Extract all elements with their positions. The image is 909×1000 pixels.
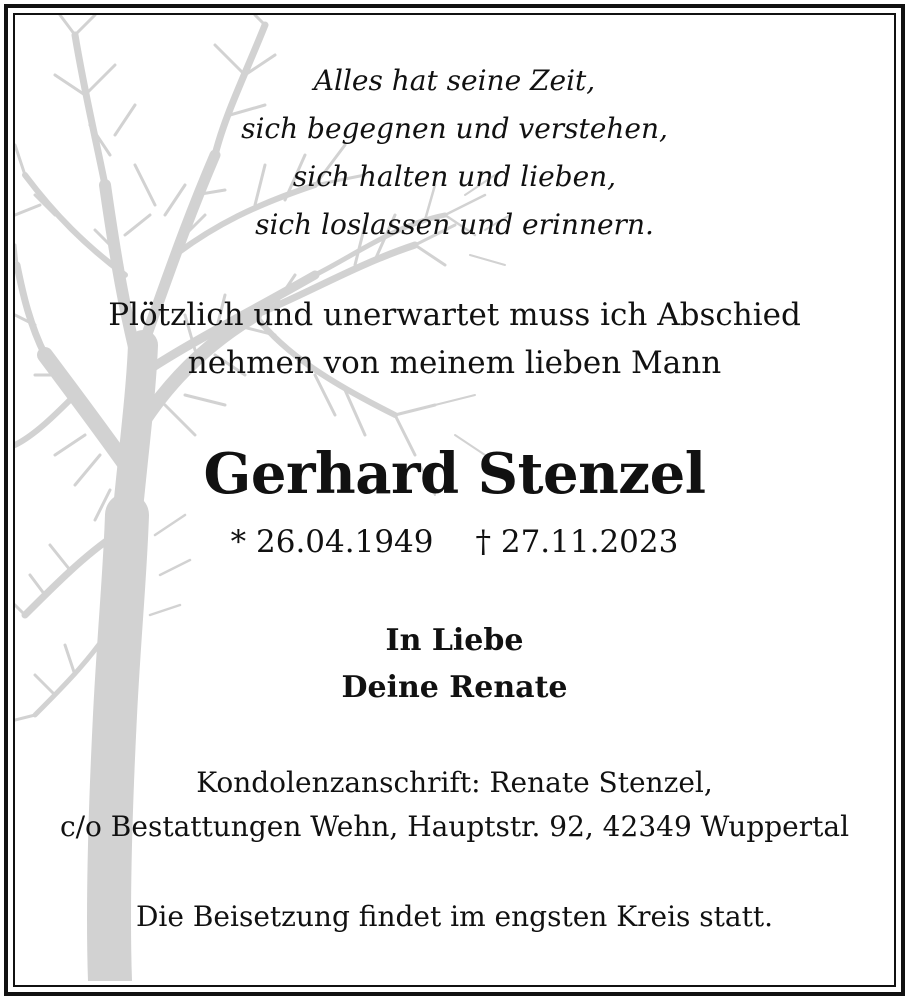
signature-line: Deine Renate bbox=[341, 670, 568, 705]
obituary-content bbox=[15, 15, 894, 981]
poem-line: sich begegnen und verstehen, bbox=[241, 112, 668, 145]
birth-date: * 26.04.1949 bbox=[230, 524, 434, 560]
poem-line: sich halten und lieben, bbox=[292, 160, 617, 193]
condolence-address-line: c/o Bestattungen Wehn, Hauptstr. 92, 42349 Wuppertal bbox=[59, 810, 850, 843]
life-dates bbox=[15, 520, 894, 564]
intro-line: Plötzlich und unerwartet muss ich Abschied bbox=[108, 297, 801, 333]
signature-line: In Liebe bbox=[385, 623, 524, 658]
deceased-name: Gerhard Stenzel bbox=[203, 441, 706, 507]
intro-line: nehmen von meinem lieben Mann bbox=[187, 345, 722, 381]
condolence-address-line: Kondolenzanschrift: Renate Stenzel, bbox=[196, 766, 713, 799]
burial-note: Die Beisetzung findet im engsten Kreis statt. bbox=[135, 900, 774, 933]
death-date: † 27.11.2023 bbox=[475, 524, 679, 560]
poem-line: sich loslassen und erinnern. bbox=[255, 208, 654, 241]
poem-line: Alles hat seine Zeit, bbox=[313, 64, 596, 97]
